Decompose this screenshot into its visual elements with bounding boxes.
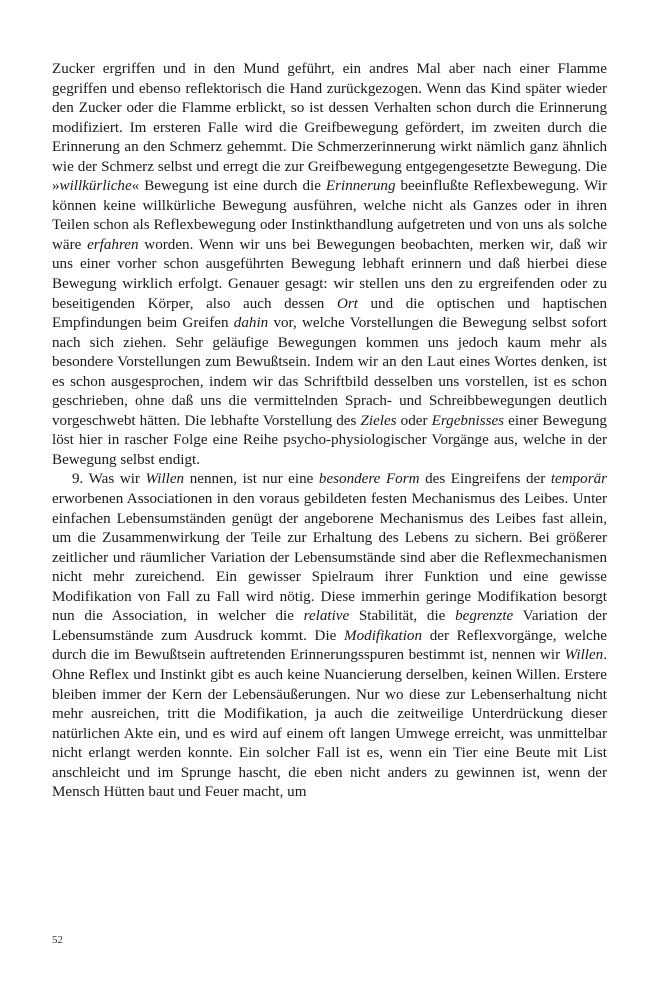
emphasis-run: Erinnerung <box>325 178 396 195</box>
book-page <box>52 60 607 803</box>
text-run: 9. Was wir <box>72 471 146 488</box>
text-run: der Reflexvorgänge, welche durch die im Bewußtsein auftretenden Erinnerungsspuren bestimmt ist, nennen wir <box>52 627 607 664</box>
emphasis-run: Ergebnisses <box>431 412 505 429</box>
emphasis-run: besondere Form <box>318 471 420 488</box>
emphasis-run: dahin <box>233 315 269 332</box>
text-run: und die optischen und haptischen Empfindungen beim Greifen <box>52 295 607 332</box>
text-run: erworbenen Associationen in den voraus gebildeten festen Mechanismus des Leibes. Unter einfachen Lebensumständen genügt der angeborene Mechanismus des Leibes fast allein, um die Zusammenwirkung der Teile zur Erhaltung des Lebens zu sichern. Bei größerer zeitlicher und räumlicher Variation der Lebensumstände sind aber die Reflexmechanismen nicht mehr zureichend. Ein gewisser Spielraum ihrer Funktion und eine gewisse Modifikation von Fall zu Fall wird nötig. Diese immerhin geringe Modifikation besorgt nun die Association, in welcher die <box>52 491 607 625</box>
paragraph-1 <box>52 60 607 470</box>
emphasis-run: Willen <box>145 471 185 488</box>
paragraph-2 <box>52 470 607 802</box>
text-run: nennen, ist nur eine <box>184 471 319 488</box>
text-run: . Ohne Reflex und Instinkt gibt es auch keine Nuancierung derselben, keinen Willen. Erstere bleiben immer der Kern der Lebensäußerungen. Nur wo diese zur Lebenserhaltung nicht mehr ausreichen, tritt die Modifikation, ja auch die zeitweilige Unterdrückung dieser natürlichen Akte ein, und es wird auf einem oft langen Umwege erreicht, was unmittelbar nicht erlangt werden konnte. Ein solcher Fall ist es, wenn ein Tier eine Beute mit List anschleicht und im Sprunge hascht, die eben nicht anders zu gewinnen ist, wenn der Mensch Hütten baut und Feuer macht, um <box>52 647 607 801</box>
emphasis-run: begrenzte <box>455 608 514 625</box>
emphasis-run: Zieles <box>360 412 397 429</box>
emphasis-run: temporär <box>550 471 607 488</box>
emphasis-run: Willen <box>564 647 604 664</box>
text-run: beeinflußte Reflexbewegung. Wir können keine willkürliche Bewegung ausführen, welche nicht als Ganzes oder in ihren Teilen schon als Reflexbewegung oder Instinkthandlung aufgetreten und von uns als solche wäre <box>52 178 608 253</box>
emphasis-run: Ort <box>336 295 358 312</box>
text-run: oder <box>396 412 432 429</box>
emphasis-run: Modifikation <box>344 627 423 644</box>
emphasis-run: willkürliche <box>59 178 132 195</box>
text-run: Zucker ergriffen und in den Mund geführt, ein andres Mal aber nach einer Flamme gegriffen und ebenso reflektorisch die Hand zurückgezogen. Wenn das Kind später wieder den Zucker oder die Flamme erblickt, so ist dessen Verhalten schon durch die Erinnerung modifiziert. Im ersteren Falle wird die Greifbewegung gefördert, im zweiten durch die Erinnerung an den Schmerz gehemmt. Die Schmerzerinnerung wirkt nämlich ganz ähnlich wie der Schmerz selbst und erregt die zur Greifbewegung entgegengesetzte Bewegung. Die » <box>52 61 607 195</box>
text-run: des Eingreifens der <box>419 471 551 488</box>
text-run: einer Bewegung löst hier in rascher Folge eine Reihe psycho-physiologischer Vorgänge aus, welche in der Bewegung selbst endigt. <box>52 412 607 468</box>
page-number: 52 <box>52 934 63 946</box>
text-run: « Bewegung ist eine durch die <box>131 178 326 195</box>
text-run: vor, welche Vorstellungen die Bewegung selbst sofort nach sich ziehen. Sehr geläufige Bewegungen kommen uns jedoch kaum mehr als besondere Vorstellungen zum Bewußtsein. Indem wir an den Laut eines Wortes denken, ist es schon ausgesprochen, indem wir das Schriftbild desselben uns vorstellen, ist es schon geschrieben, ohne daß uns die vermittelnden Sprach- und Schreibbewegungen deutlich vorgeschwebt hätten. Die lebhafte Vorstellung des <box>52 315 607 429</box>
text-run: Variation der Lebensumstände zum Ausdruck kommt. Die <box>52 608 608 644</box>
text-run: Stabilität, die <box>349 608 456 625</box>
emphasis-run: erfahren <box>87 236 139 253</box>
emphasis-run: relative <box>303 608 350 625</box>
text-run: worden. Wenn wir uns bei Bewegungen beobachten, merken wir, daß wir uns einer vorher schon ausgeführten Bewegung lebhaft erinnern und daß hierbei diese Bewegung wirklich erfolgt. Genauer gesagt: wir stellen uns den zu ergreifenden oder zu beseitigenden Körper, also auch dessen <box>52 236 607 312</box>
